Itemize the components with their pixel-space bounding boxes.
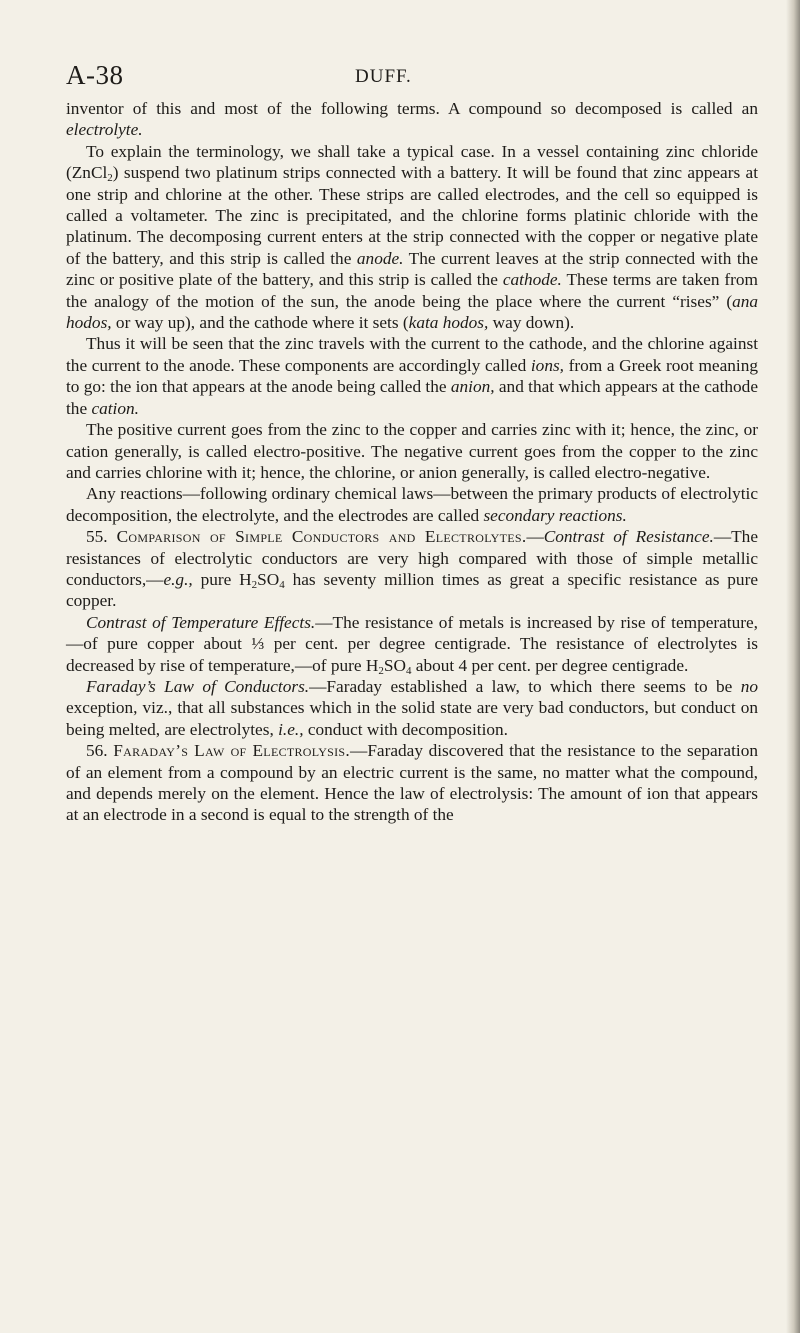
text-run: SO	[257, 569, 280, 589]
italic-term: anion,	[450, 377, 495, 397]
text-run: SO	[383, 655, 406, 675]
section-heading: Comparison of Simple Conductors and Electrolytes.	[116, 527, 527, 547]
temperature-effects	[66, 612, 758, 676]
paragraph-2	[66, 141, 758, 334]
text-run: Any reactions—following ordinary chemical laws—between the primary products of electrolytic decomposition, the electrolyte, and the electrodes are called	[66, 484, 758, 525]
text-run: —The resistance of metals is increased by rise of temperature,—of pure copper about ⅓ per cent. per degree centigrade. The resistance of electrolytes is decreased by rise of temperature,—of pure H	[66, 612, 758, 675]
text-run: pure H	[192, 569, 252, 589]
italic-term: cation.	[91, 398, 139, 418]
italic-term: ana hodos,	[66, 291, 758, 333]
subscript: 2	[251, 578, 258, 591]
text-run: —Faraday discovered that the resistance to the separation of an element from a compound by an electric current is the same, no matter what the compound, and depends merely on the element. Hence the law of electrolysis: The amount of ion that appears at an electrode in a second is equal to the strength of the	[66, 741, 758, 825]
page-folio: A-38	[66, 60, 124, 90]
text-run: conduct with decomposition.	[303, 719, 508, 739]
subscript: 2	[107, 172, 113, 185]
subscript: 2	[378, 664, 384, 677]
italic-term: kata hodos,	[408, 313, 489, 333]
text-run: has seventy million times as great a specific resistance as pure copper.	[66, 569, 758, 611]
section-56	[66, 740, 758, 826]
paragraph-5	[66, 483, 758, 526]
section-number: 55.	[86, 527, 108, 547]
italic-term: e.g.,	[163, 569, 193, 589]
text-run: —	[526, 527, 544, 547]
faraday-law-conductors	[66, 676, 758, 740]
subscript: 4	[405, 664, 412, 677]
text-run: To explain the terminology, we shall take a typical case. In a vessel containing zinc chloride (ZnCl	[66, 141, 758, 183]
italic-term: anode.	[356, 248, 404, 268]
italic-term: ions,	[530, 355, 565, 375]
body-text	[66, 98, 758, 826]
text-run: —The resistances of electrolytic conductors are very high compared with those of simple metallic conductors,—	[66, 527, 758, 589]
section-55	[66, 526, 758, 612]
italic-term: secondary reactions.	[483, 505, 627, 525]
paragraph-3	[66, 333, 758, 419]
text-run: or way up), and the cathode where it sets (	[111, 313, 409, 333]
subscript: 4	[279, 578, 285, 591]
italic-term: cathode.	[502, 270, 562, 290]
text-run: These terms are taken from the analogy of the motion of the sun, the anode being the place where the current “rises” (	[66, 270, 758, 311]
text-run: exception, viz., that all substances which in the solid state are very bad conductors, but conduct on being melted, are electrolytes,	[66, 698, 758, 739]
running-head: DUFF.	[355, 66, 412, 87]
text-run: —Faraday established a law, to which there seems to be	[309, 676, 741, 696]
italic-term: electrolyte.	[66, 120, 143, 140]
text-run: inventor of this and most of the following terms. A compound so decomposed is called an	[66, 99, 758, 118]
text-run: way down).	[488, 313, 575, 333]
section-heading: Faraday’s Law of Electrolysis.	[113, 741, 351, 761]
paragraph-1	[66, 98, 758, 141]
text-run: and that which appears at the cathode the	[66, 377, 758, 418]
italic-subheading: Contrast of Temperature Effects.	[86, 612, 316, 632]
text-run: from a Greek root meaning to go: the ion that appears at the anode being called the	[66, 355, 758, 397]
page-edge-shadow	[786, 0, 800, 1333]
section-number: 56.	[86, 741, 108, 761]
text-run: about 4 per cent. per degree centigrade.	[411, 655, 689, 675]
italic-subheading: Contrast of Resistance.	[543, 527, 714, 547]
italic-term: i.e.,	[278, 719, 304, 739]
text-run: Thus it will be seen that the zinc travels with the current to the cathode, and the chlorine against the current to the anode. These components are accordingly called	[66, 334, 758, 375]
italic-term: no	[740, 676, 759, 696]
paragraph-4: The positive current goes from the zinc to the copper and carries zinc with it; hence, the zinc, or cation generally, is called electro-positive. The negative current goes from the copper to the zinc and carries chlorine with it; hence, the chlorine, or anion generally, is called electro-negative.	[66, 420, 758, 482]
text-run: The current leaves at the strip connected with the zinc or positive plate of the battery, and this strip is called the	[66, 248, 758, 290]
italic-subheading: Faraday’s Law of Conductors.	[86, 676, 310, 696]
text-run: ) suspend two platinum strips connected with a battery. It will be found that zinc appears at one strip and chlorine at the other. These strips are called electrodes, and the cell so equipped is called a voltameter. The zinc is precipitated, and the chlorine forms platinic chloride with the platinum. The decomposing current enters at the strip connected with the copper or negative plate of the battery, and this strip is called the	[66, 163, 758, 268]
